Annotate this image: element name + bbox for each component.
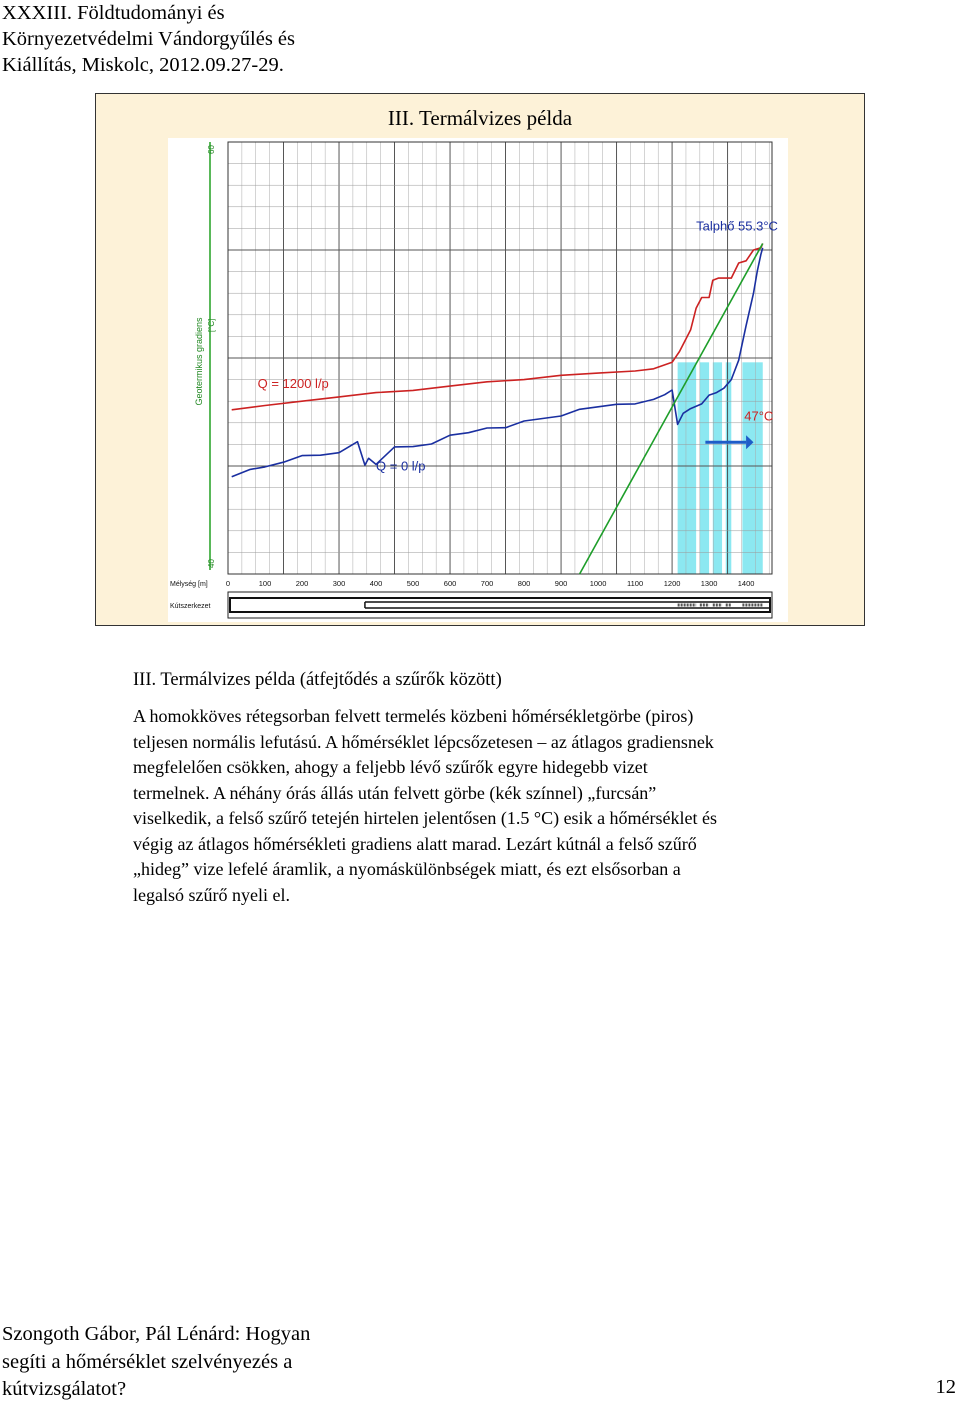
x-axis-label: Mélység [m] bbox=[170, 581, 208, 588]
conference-header bbox=[2, 0, 295, 78]
paragraph-line: „hideg” vize lefelé áramlik, a nyomáskülönbségek miatt, és ezt elsősorban a bbox=[133, 859, 681, 879]
x-tick-label: 1200 bbox=[663, 579, 681, 588]
x-tick-label: 400 bbox=[369, 579, 383, 588]
footer-line-1: Szongoth Gábor, Pál Lénárd: Hogyan bbox=[2, 1323, 311, 1345]
body-paragraph bbox=[133, 704, 827, 908]
footer-line-3: kútvizsgálatot? bbox=[2, 1378, 127, 1400]
filter-screen-band bbox=[678, 362, 697, 574]
footer-authors bbox=[2, 1321, 310, 1404]
annotation-bottom-temperature: Talphő 55.3°C bbox=[696, 218, 778, 234]
page-number: 12 bbox=[935, 1376, 956, 1398]
x-tick-label: 1000 bbox=[589, 579, 607, 588]
x-tick-label: 300 bbox=[332, 579, 346, 588]
slide-figure bbox=[95, 93, 865, 626]
y-tick-label: 60 bbox=[207, 145, 216, 154]
section-title: III. Termálvizes példa (átfejtődés a szűrők között) bbox=[133, 670, 502, 690]
well-track-label: Kútszerkezet bbox=[170, 603, 211, 610]
x-tick-label: 100 bbox=[258, 579, 272, 588]
filter-screen-band bbox=[700, 362, 709, 574]
paragraph-line: A homokköves rétegsorban felvett termelés közbeni hőmérsékletgörbe (piros) bbox=[133, 706, 694, 726]
x-tick-label: 800 bbox=[517, 579, 531, 588]
y-tick-label: 40 bbox=[207, 559, 216, 568]
chart-grid bbox=[228, 142, 772, 574]
x-tick-label: 700 bbox=[480, 579, 494, 588]
x-tick-label: 1300 bbox=[700, 579, 718, 588]
filter-screen-band bbox=[726, 362, 732, 574]
y-axis-label: Geotermikus gradiens bbox=[194, 317, 204, 406]
x-tick-label: 1400 bbox=[737, 579, 755, 588]
annotation-47c: 47°C bbox=[744, 408, 774, 424]
paragraph-line: teljesen normális lefutású. A hőmérséklet lépcsőzetesen – az átlagos gradiensnek bbox=[133, 731, 714, 752]
paragraph-line: viselkedik, a felső szűrő tetején hirtelen jelentősen (1.5 °C) esik a hőmérséklet és bbox=[133, 808, 718, 828]
annotation-q-pumping: Q = 1200 l/p bbox=[257, 376, 329, 392]
x-tick-label: 900 bbox=[554, 579, 568, 588]
x-tick-label: 600 bbox=[443, 579, 457, 588]
x-tick-label: 500 bbox=[406, 579, 420, 588]
paragraph-line: végig az átlagos hőmérsékleti gradiens alatt marad. Lezárt kútnál a felső szűrő bbox=[133, 833, 697, 854]
filter-screen-band bbox=[742, 362, 762, 574]
annotation-q-static: Q = 0 l/p bbox=[376, 458, 426, 474]
paragraph-line: megfelelően csökken, ahogy a feljebb lévő szűrők egyre hidegebb vizet bbox=[133, 757, 648, 777]
x-tick-label: 0 bbox=[225, 579, 231, 588]
paragraph-line: termelnek. A néhány órás állás után felvett görbe (kék színnel) „furcsán” bbox=[133, 782, 657, 803]
paragraph-line: legalsó szűrő nyeli el. bbox=[133, 884, 290, 905]
header-line-1: XXXIII. Földtudományi és bbox=[2, 2, 225, 24]
y-axis-unit: [°C] bbox=[207, 318, 216, 333]
footer-line-2: segíti a hőmérséklet szelvényezés a bbox=[2, 1350, 293, 1373]
x-tick-label: 1100 bbox=[627, 579, 644, 588]
slide-title: III. Termálvizes példa bbox=[387, 106, 573, 130]
header-line-2: Környezetvédelmi Vándorgyűlés és bbox=[2, 28, 295, 50]
temperature-log-chart bbox=[168, 138, 788, 622]
header-line-3: Kiállítás, Miskolc, 2012.09.27-29. bbox=[2, 54, 284, 76]
x-tick-label: 200 bbox=[295, 579, 309, 588]
